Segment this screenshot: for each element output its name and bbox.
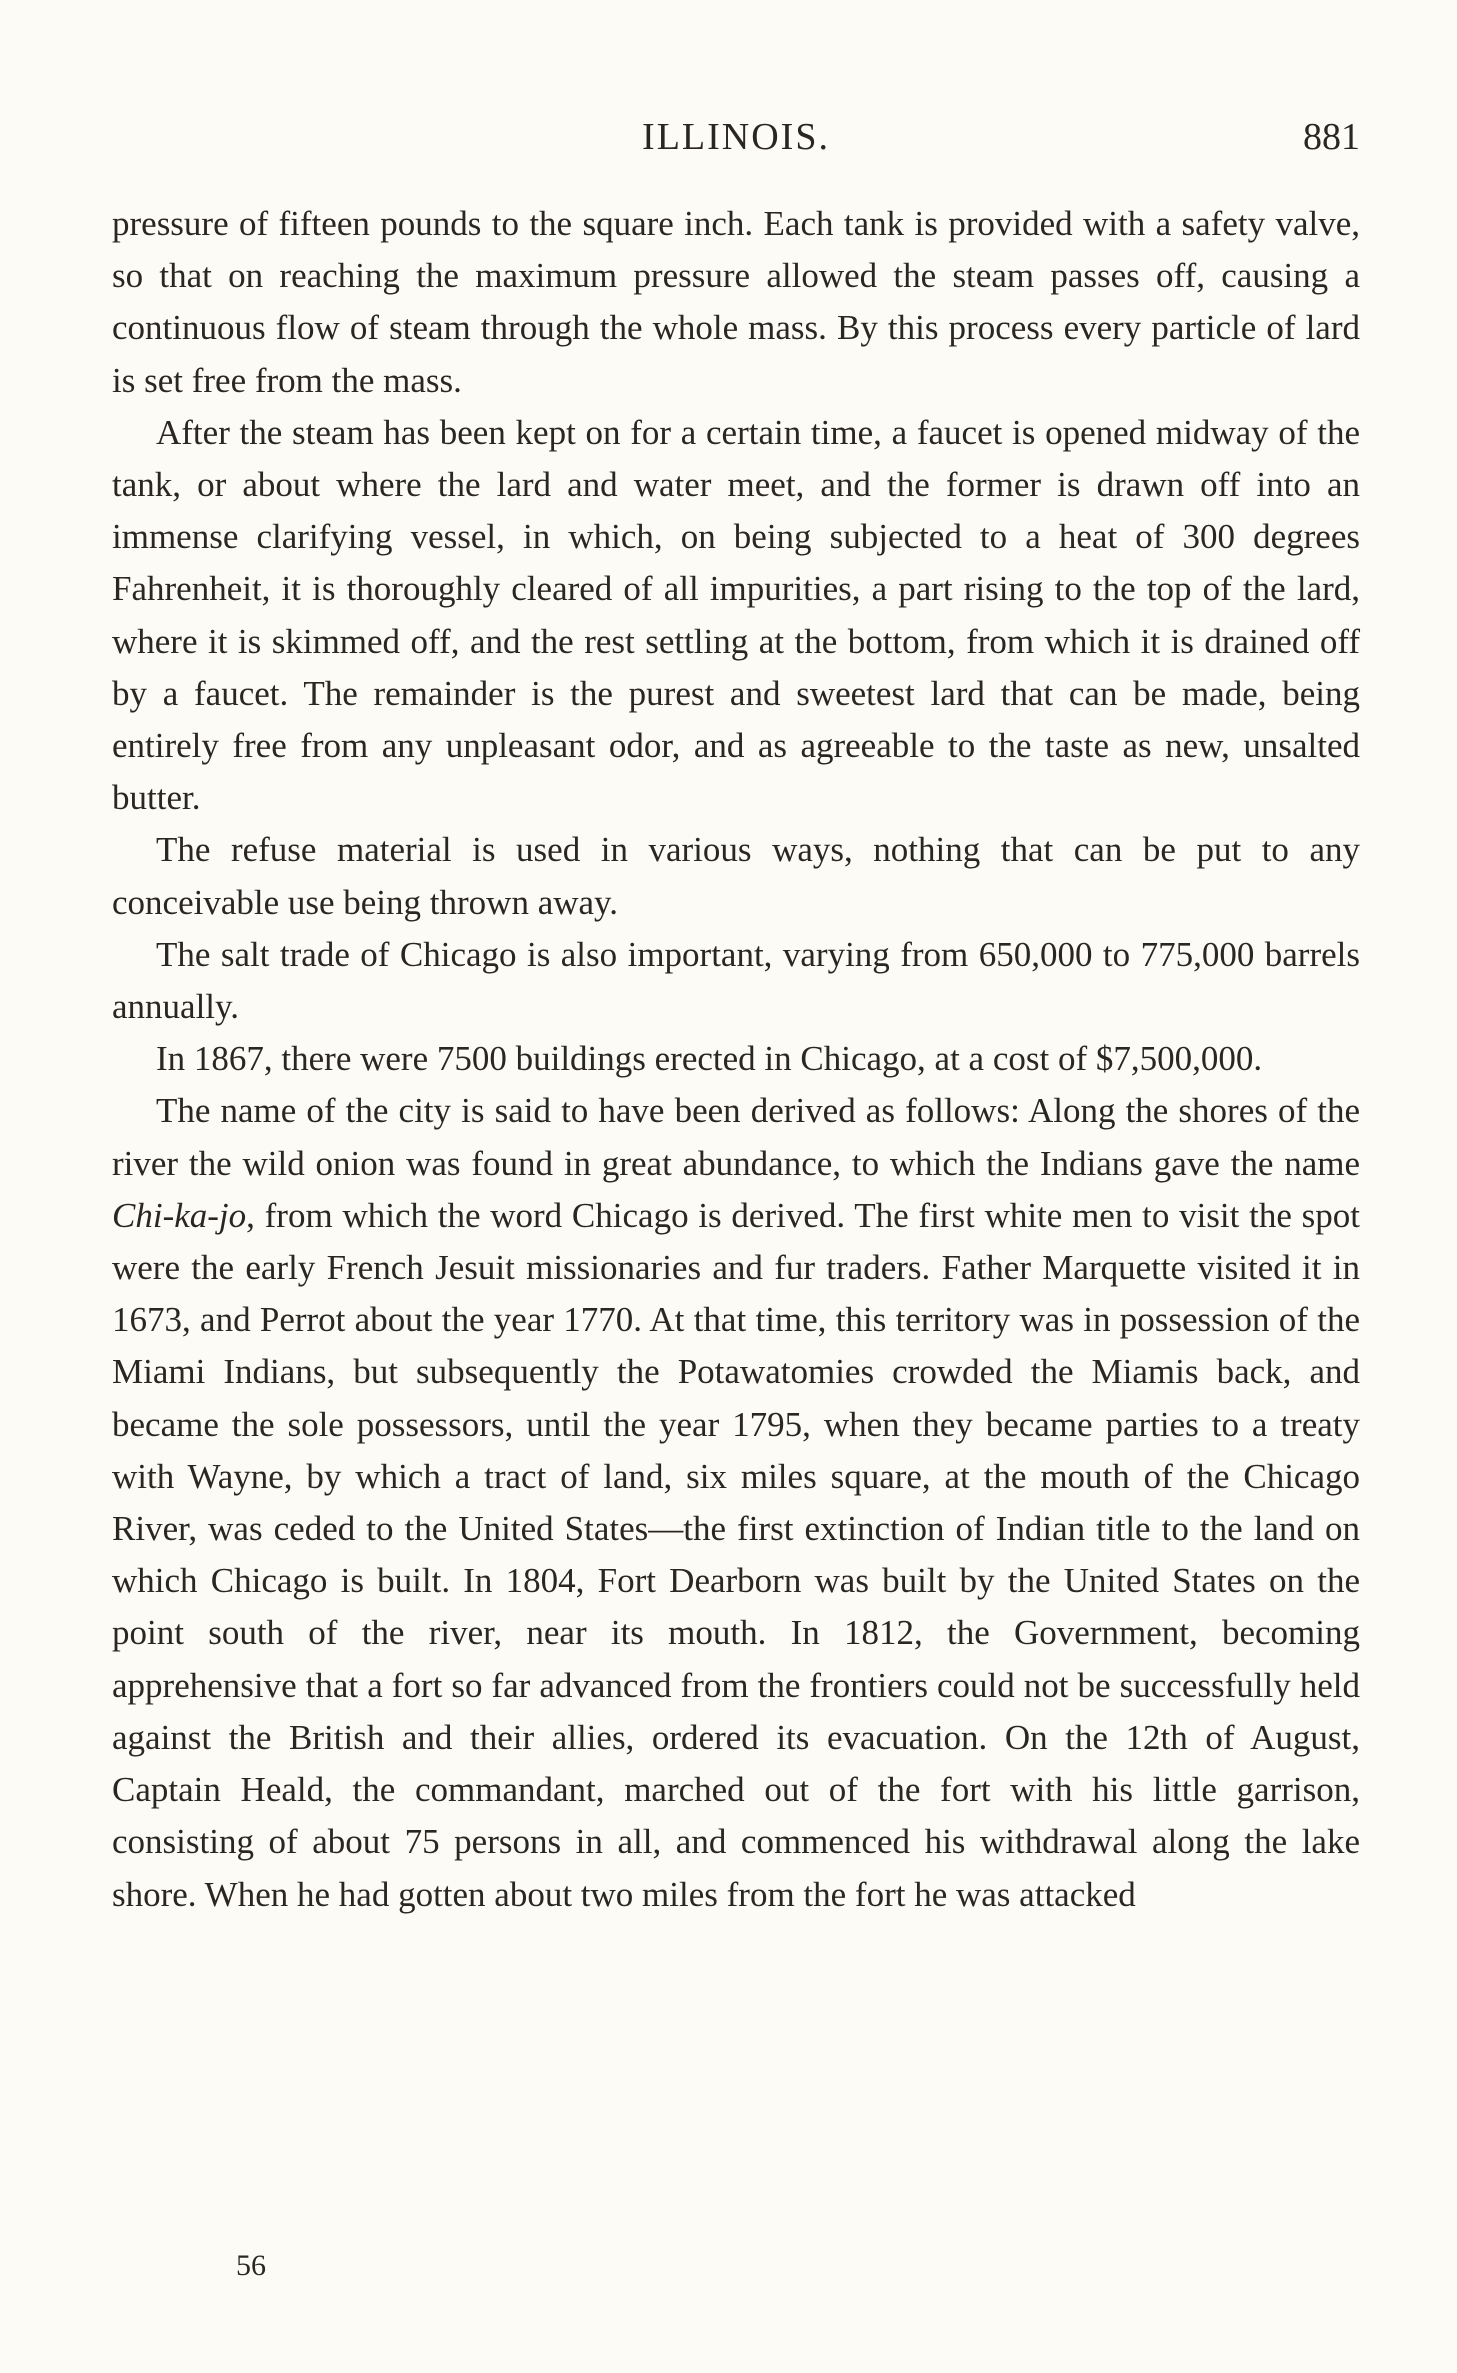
running-head: [112, 112, 1360, 162]
body-text: [112, 198, 1360, 1921]
paragraph-1: pressure of fifteen pounds to the square inch. Each tank is provided with a safety valve, so that on reaching the maximum pressure allowed the steam passes off, causing a continuous flow of steam through the whole mass. By this process every particle of lard is set free from the mass.: [112, 204, 1360, 400]
signature-mark: 56: [236, 2249, 266, 2282]
paragraph-2: After the steam has been kept on for a certain time, a faucet is opened midway of the tank, or about where the lard and water meet, and the former is drawn off into an immense clarifying vessel, in which, on being subjected to a heat of 300 degrees Fahrenheit, it is thoroughly cleared of all impurities, a part rising to the top of the lard, where it is skimmed off, and the rest settling at the bottom, from which it is drained off by a faucet. The remainder is the purest and sweetest lard that can be made, being entirely free from any unpleasant odor, and as agreeable to the taste as new, unsalted butter.: [112, 412, 1360, 818]
page-title: ILLINOIS.: [642, 116, 830, 158]
indian-name-term: Chi-ka-jo: [112, 1195, 247, 1235]
paragraph-4: The salt trade of Chicago is also important, varying from 650,000 to 775,000 barrels annually.: [112, 934, 1360, 1027]
paragraph-3: The refuse material is used in various ways, nothing that can be put to any conceivable use being thrown away.: [112, 830, 1360, 922]
paragraph-6: The name of the city is said to have been derived as follows: Along the shores of the river the wild onion was found in great abundance, to which the Indians gave the name Chi-ka-jo, from which the word Chicago is derived. The first white men to visit the spot were the early French Jesuit missionaries and fur traders. Father Marquette visited it in 1673, and Perrot about the year 1770. At that time, this territory was in possession of the Miami Indians, but subsequently the Potawatomies crowded the Miamis back, and became the sole possessors, until the year 1795, when they became parties to a treaty with Wayne, by which a tract of land, six miles square, at the mouth of the Chicago River, was ceded to the United States—the first extinction of Indian title to the land on which Chicago is built. In 1804, Fort Dearborn was built by the United States on the point south of the river, near its mouth. In 1812, the Government, becoming apprehensive that a fort so far advanced from the frontiers could not be successfully held against the British and their allies, ordered its evacuation. On the 12th of August, Captain Heald, the commandant, marched out of the fort with his little garrison, consisting of about 75 persons in all, and commenced his withdrawal along the lake shore. When he had gotten about two miles from the fort he was attacked: [112, 1091, 1360, 1914]
paragraph-5: In 1867, there were 7500 buildings erected in Chicago, at a cost of $7,500,000.: [156, 1039, 1263, 1079]
page-number: 881: [1303, 116, 1360, 158]
